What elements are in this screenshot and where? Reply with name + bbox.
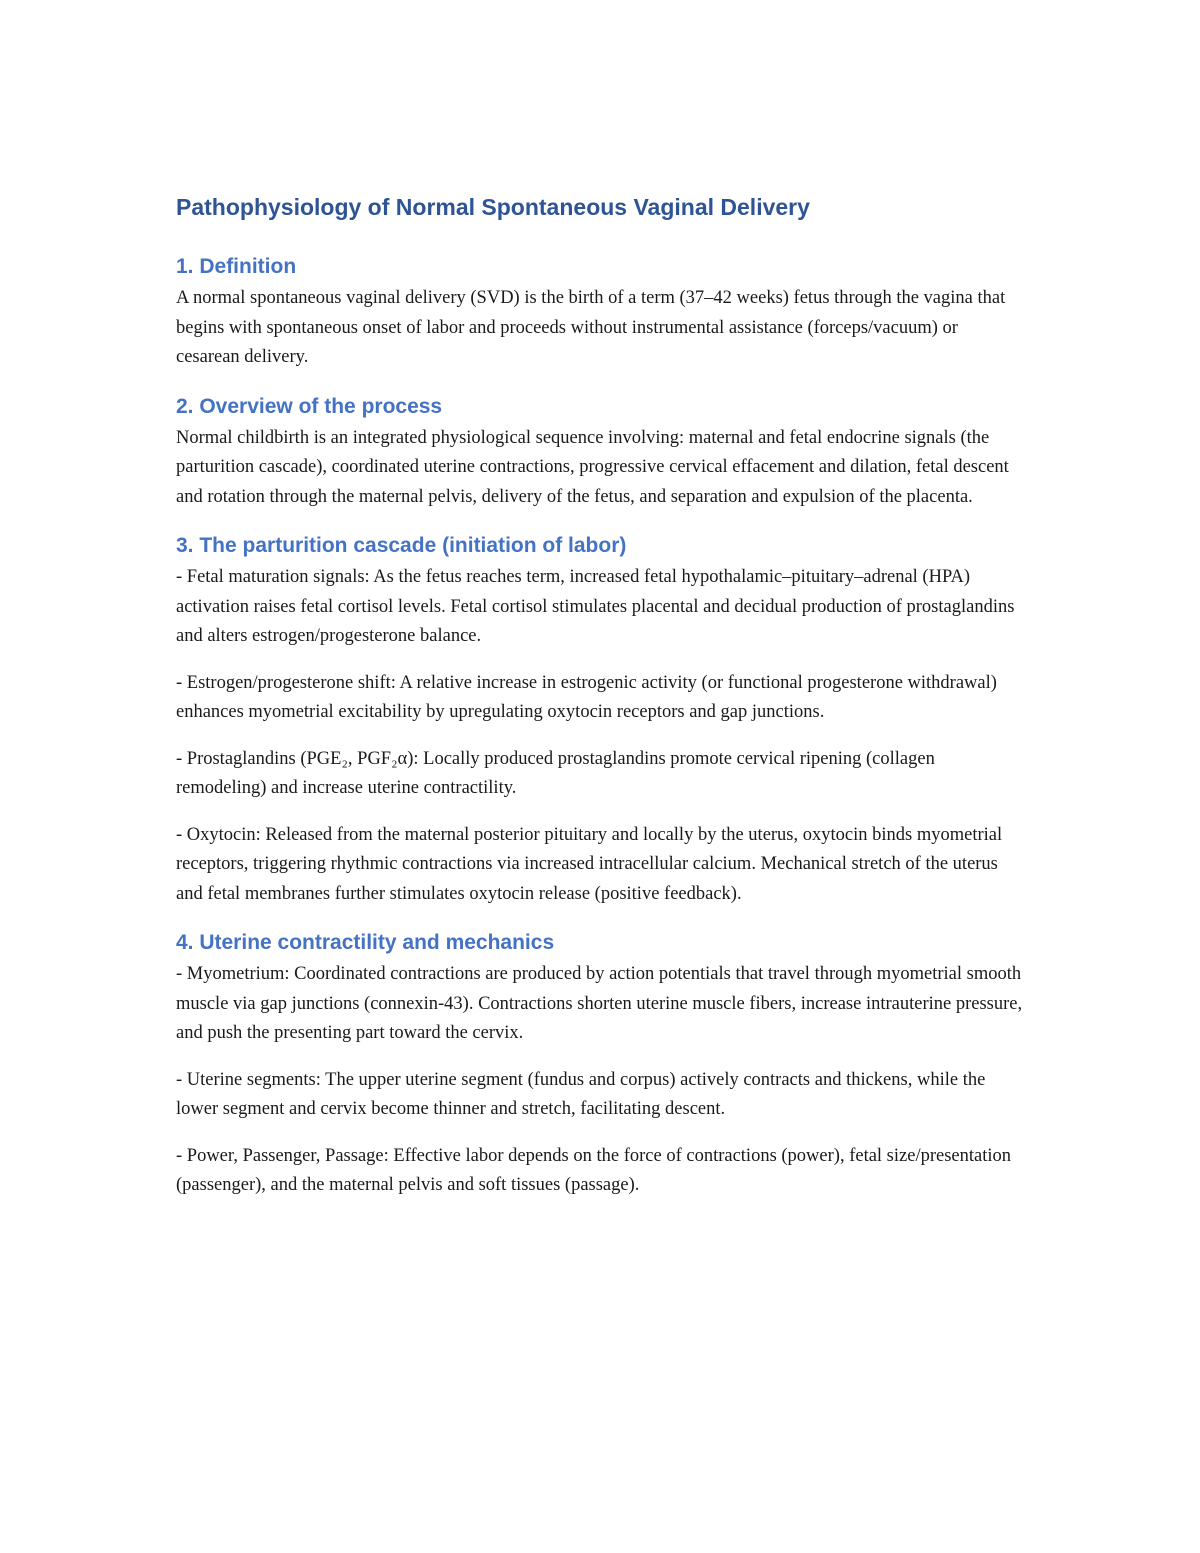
section-heading: 1. Definition [176, 255, 297, 278]
paragraph: - Oxytocin: Released from the maternal posterior pituitary and locally by the uterus, oxytocin binds myometrial receptors, triggering rhythmic contractions via increased intracellular calcium. Mechanical stretch of the uterus and fetal membranes further stimulates oxytocin release (positive feedback). [176, 824, 1003, 904]
section-heading: 3. The parturition cascade (initiation of labor) [176, 534, 627, 557]
paragraph: - Myometrium: Coordinated contractions are produced by action potentials that travel through myometrial smooth muscle via gap junctions (connexin-43). Contractions shorten uterine muscle fibers, increase intrauterine pressure, and push the presenting part toward the cervix. [176, 964, 1023, 1043]
document-body [176, 188, 1026, 1218]
paragraph: - Power, Passenger, Passage: Effective labor depends on the force of contractions (power), fetal size/presentation (passenger), and the maternal pelvis and soft tissues (passage). [176, 1145, 1012, 1195]
paragraph: - Fetal maturation signals: As the fetus reaches term, increased fetal hypothalamic–pituitary–adrenal (HPA) activation raises fetal cortisol levels. Fetal cortisol stimulates placental and decidual production of prostaglandins and alters estrogen/progesterone balance. [176, 567, 1015, 646]
document-title: Pathophysiology of Normal Spontaneous Vaginal Delivery [176, 194, 810, 220]
section-uterine-contractility [176, 926, 1026, 1201]
section-parturition-cascade [176, 529, 1026, 909]
paragraph: A normal spontaneous vaginal delivery (SVD) is the birth of a term (37–42 weeks) fetus through the vagina that begins with spontaneous onset of labor and proceeds without instrumental assistance (forceps/vacuum) or cesarean delivery. [176, 288, 1006, 367]
section-heading: 2. Overview of the process [176, 394, 443, 418]
section-heading: 4. Uterine contractility and mechanics [176, 931, 555, 954]
paragraph: - Uterine segments: The upper uterine segment (fundus and corpus) actively contracts and thickens, while the lower segment and cervix become thinner and stretch, facilitating descent. [176, 1069, 986, 1119]
paragraph: Normal childbirth is an integrated physiological sequence involving: maternal and fetal endocrine signals (the parturition cascade), coordinated uterine contractions, progressive cervical effacement and dilation, fetal descent and rotation through the maternal pelvis, delivery of the fetus, and separation and expulsion of the placenta. [176, 427, 1009, 507]
paragraph: - Prostaglandins (PGE₂, PGF₂α): Locally produced prostaglandins promote cervical ripening (collagen remodeling) and increase uterine contractility. [176, 748, 935, 798]
section-overview [176, 390, 1026, 513]
section-definition [176, 250, 1026, 373]
paragraph: - Estrogen/progesterone shift: A relative increase in estrogenic activity (or functional progesterone withdrawal) enhances myometrial excitability by upregulating oxytocin receptors and gap junctions. [176, 672, 997, 722]
